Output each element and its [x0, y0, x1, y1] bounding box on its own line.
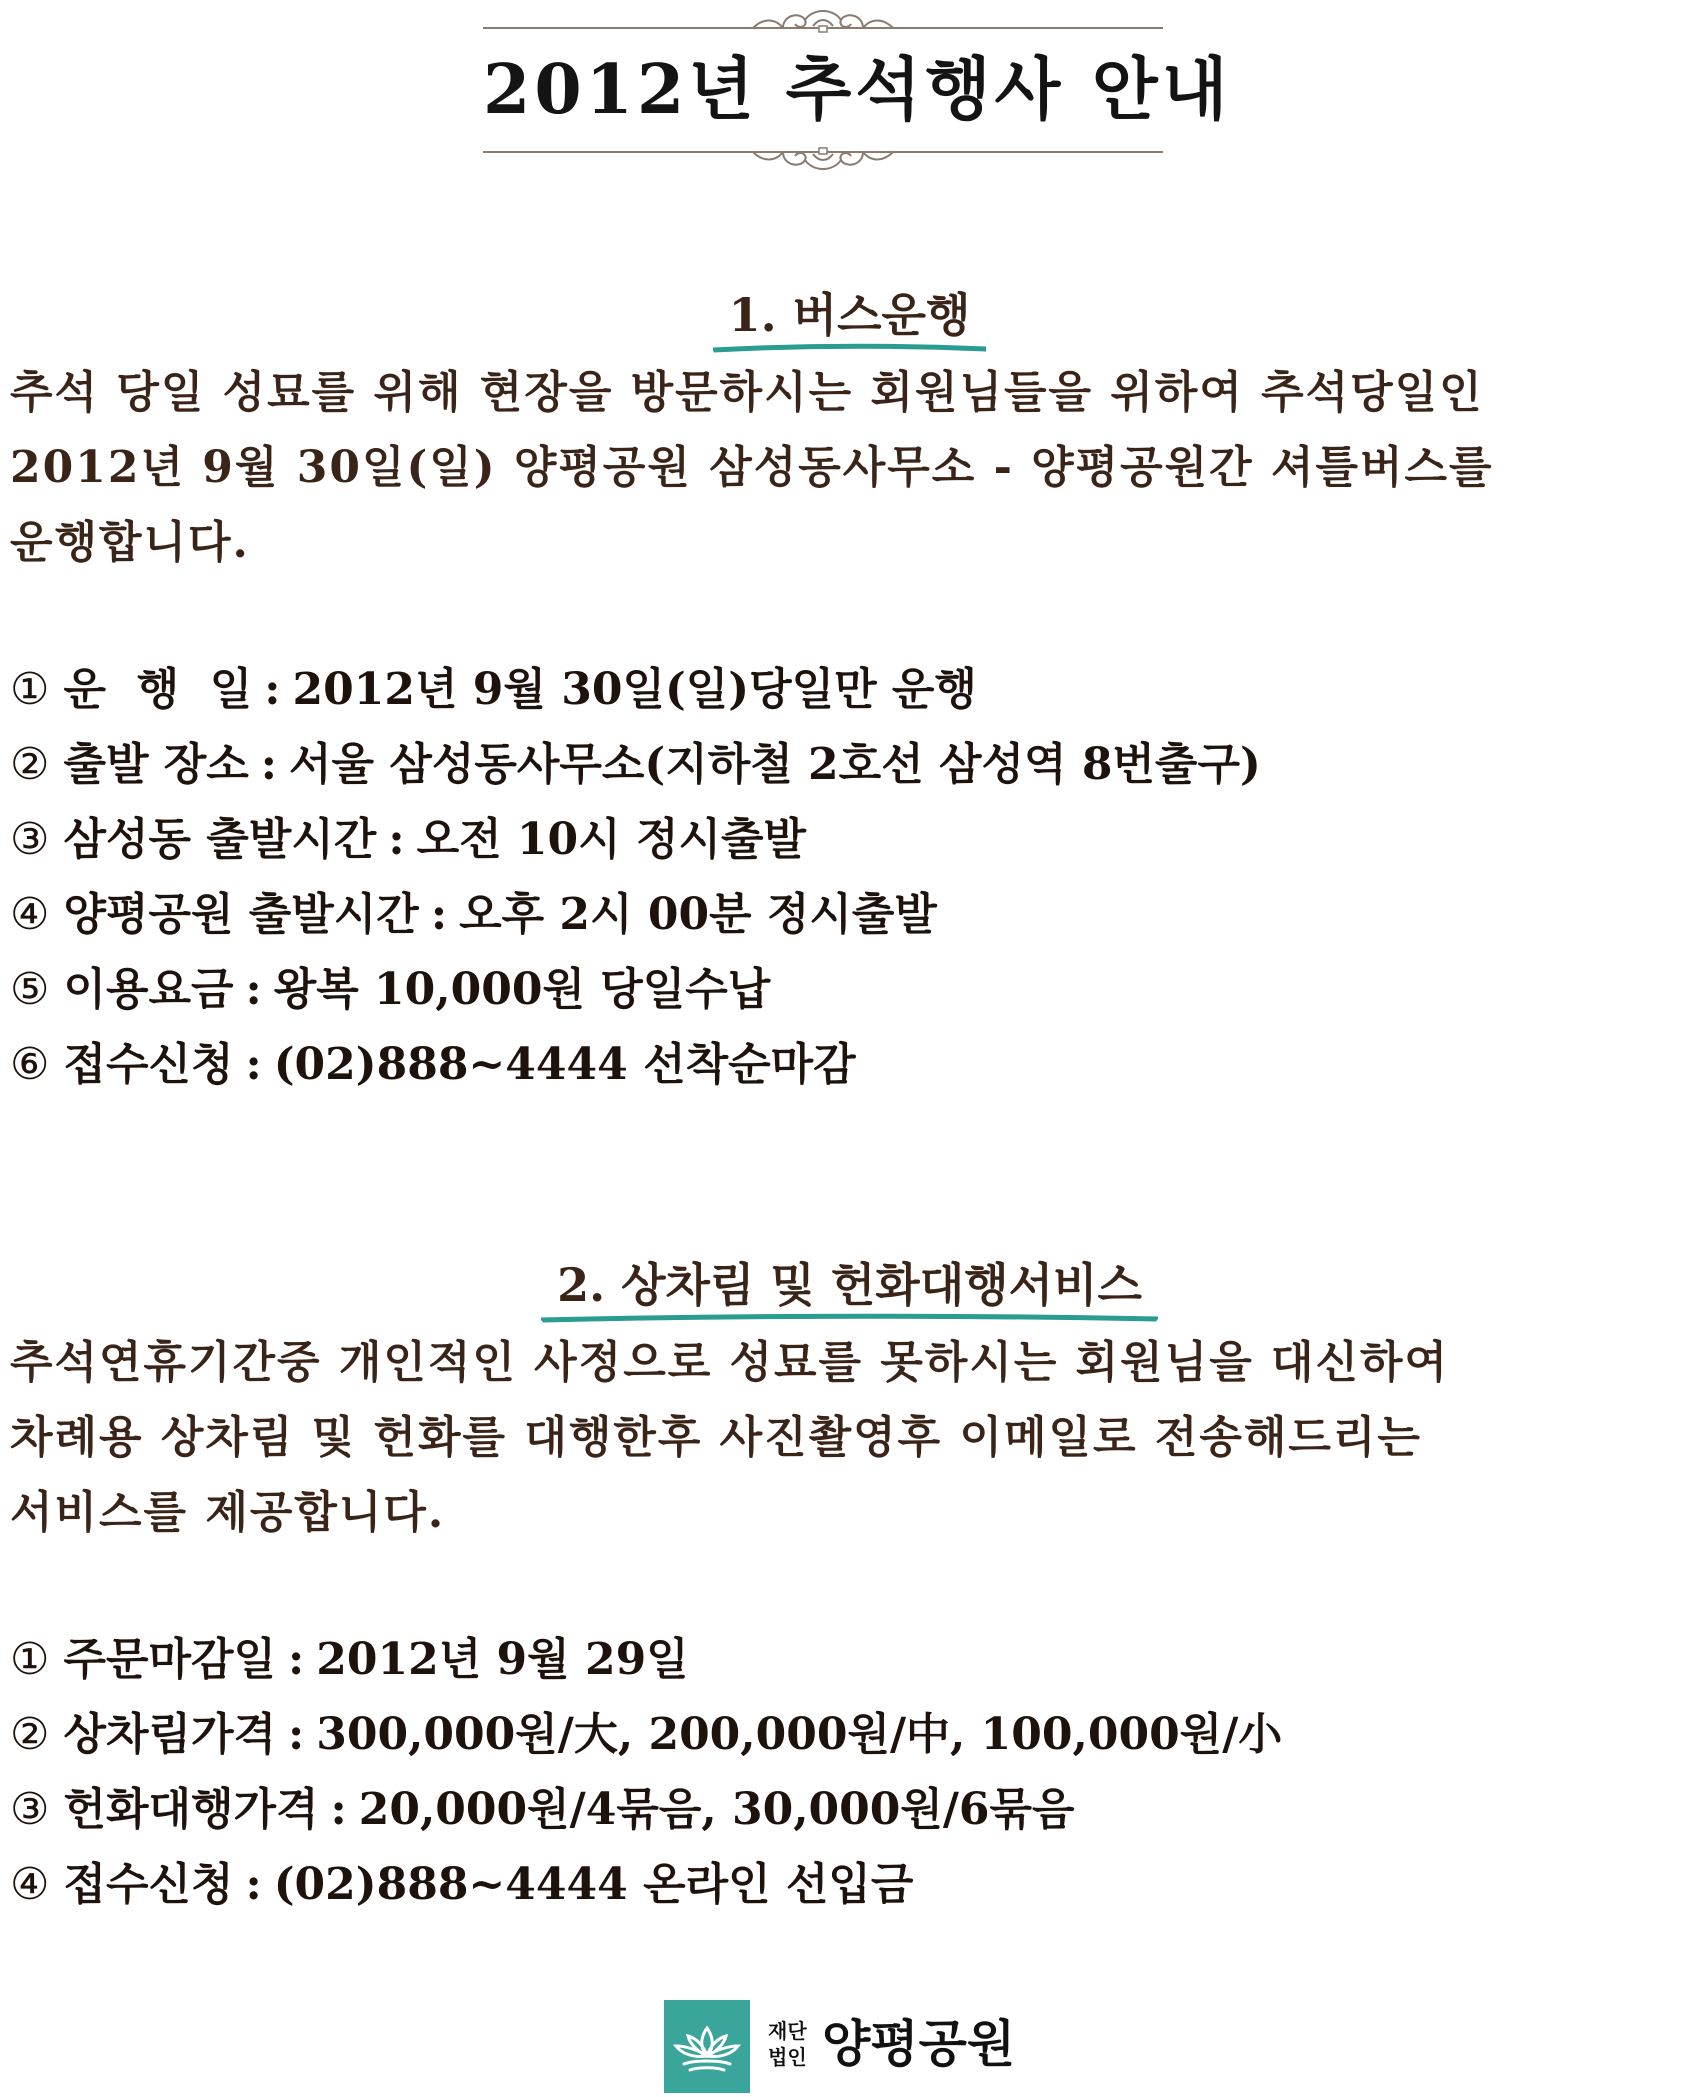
ornament-top [483, 4, 1163, 44]
item-number: ① [10, 664, 50, 715]
item-separator: : [330, 1784, 347, 1835]
item-label: 헌화대행가격 [63, 1784, 319, 1835]
item-separator: : [245, 1859, 262, 1910]
item-value: 오전 10시 정시출발 [416, 814, 806, 865]
item-value: 오후 2시 00분 정시출발 [459, 889, 937, 940]
item-number: ③ [10, 1784, 50, 1835]
logo-name: 양평공원 [822, 2015, 1016, 2073]
section-paragraph-bus [10, 355, 1690, 580]
item-label: 상차림가격 [63, 1709, 276, 1760]
page-title: 2012년 추석행사 안내 [483, 50, 1232, 130]
item-value: 2012년 9월 30일(일)당일만 운행 [292, 664, 977, 715]
ornament-bottom [483, 138, 1163, 178]
list-item [10, 1772, 1690, 1847]
list-item [10, 877, 1690, 952]
item-list-bus [10, 652, 1690, 1102]
list-item [10, 727, 1690, 802]
organization-logo [664, 2000, 1024, 2093]
item-separator: : [264, 664, 281, 715]
logo-foundation-label: 재단 법인 [768, 2019, 807, 2069]
paragraph-line: 2012년 9월 30일(일) 양평공원 삼성동사무소 - 양평공원간 셔틀버스를 [10, 442, 1494, 493]
title-underline [541, 1311, 1158, 1325]
item-label: 출발 장소 [63, 739, 249, 790]
item-number: ① [10, 1634, 50, 1685]
item-separator: : [287, 1634, 305, 1685]
paragraph-line: 차례용 상차림 및 헌화를 대행한후 사진촬영후 이메일로 전송해드리는 [10, 1412, 1422, 1463]
item-number: ③ [10, 814, 50, 865]
list-item [10, 952, 1690, 1027]
section-paragraph-service [10, 1325, 1690, 1550]
item-separator: : [245, 1039, 262, 1090]
section-title-bus: 1. 버스운행 [0, 285, 1699, 345]
item-label: 이용요금 [63, 964, 234, 1015]
item-number: ④ [10, 889, 50, 940]
item-separator: : [388, 814, 405, 865]
list-item [10, 652, 1690, 727]
list-item [10, 1027, 1690, 1102]
list-item [10, 1622, 1690, 1697]
item-label: 삼성동 출발시간 [63, 814, 377, 865]
item-number: ② [10, 1709, 50, 1760]
paragraph-line: 추석연휴기간중 개인적인 사정으로 성묘를 못하시는 회원님을 대신하여 [10, 1337, 1450, 1388]
section-title-service: 2. 상차림 및 헌화대행서비스 [0, 1255, 1699, 1315]
item-label: 운 행 일 [63, 664, 253, 715]
item-number: ⑥ [10, 1039, 50, 1090]
paragraph-line: 추석 당일 성묘를 위해 현장을 방문하시는 회원님들을 위하여 추석당일인 [10, 367, 1484, 418]
item-separator: : [245, 964, 262, 1015]
item-separator: : [287, 1709, 305, 1760]
list-item [10, 1697, 1690, 1772]
title-underline [713, 341, 987, 355]
item-number: ② [10, 739, 50, 790]
item-label: 접수신청 [63, 1859, 234, 1910]
item-label: 양평공원 출발시간 [63, 889, 419, 940]
list-item [10, 1847, 1690, 1922]
item-value: (02)888~4444 선착순마감 [273, 1039, 856, 1090]
item-number: ⑤ [10, 964, 50, 1015]
list-item [10, 802, 1690, 877]
item-separator: : [430, 889, 448, 940]
item-label: 주문마감일 [63, 1634, 276, 1685]
lotus-icon [664, 2000, 750, 2093]
item-value: 20,000원/4묶음, 30,000원/6묶음 [358, 1784, 1075, 1835]
item-value: (02)888~4444 온라인 선입금 [273, 1859, 914, 1910]
item-value: 300,000원/大, 200,000원/中, 100,000원/小 [316, 1709, 1283, 1760]
item-separator: : [260, 739, 278, 790]
item-number: ④ [10, 1859, 50, 1910]
paragraph-line: 운행합니다. [10, 517, 250, 568]
item-value: 왕복 10,000원 당일수납 [273, 964, 771, 1015]
paragraph-line: 서비스를 제공합니다. [10, 1487, 446, 1538]
page-header [483, 0, 1232, 170]
item-label: 접수신청 [63, 1039, 234, 1090]
item-value: 서울 삼성동사무소(지하철 2호선 삼성역 8번출구) [289, 739, 1261, 790]
item-value: 2012년 9월 29일 [316, 1634, 689, 1685]
item-list-service [10, 1622, 1690, 1922]
